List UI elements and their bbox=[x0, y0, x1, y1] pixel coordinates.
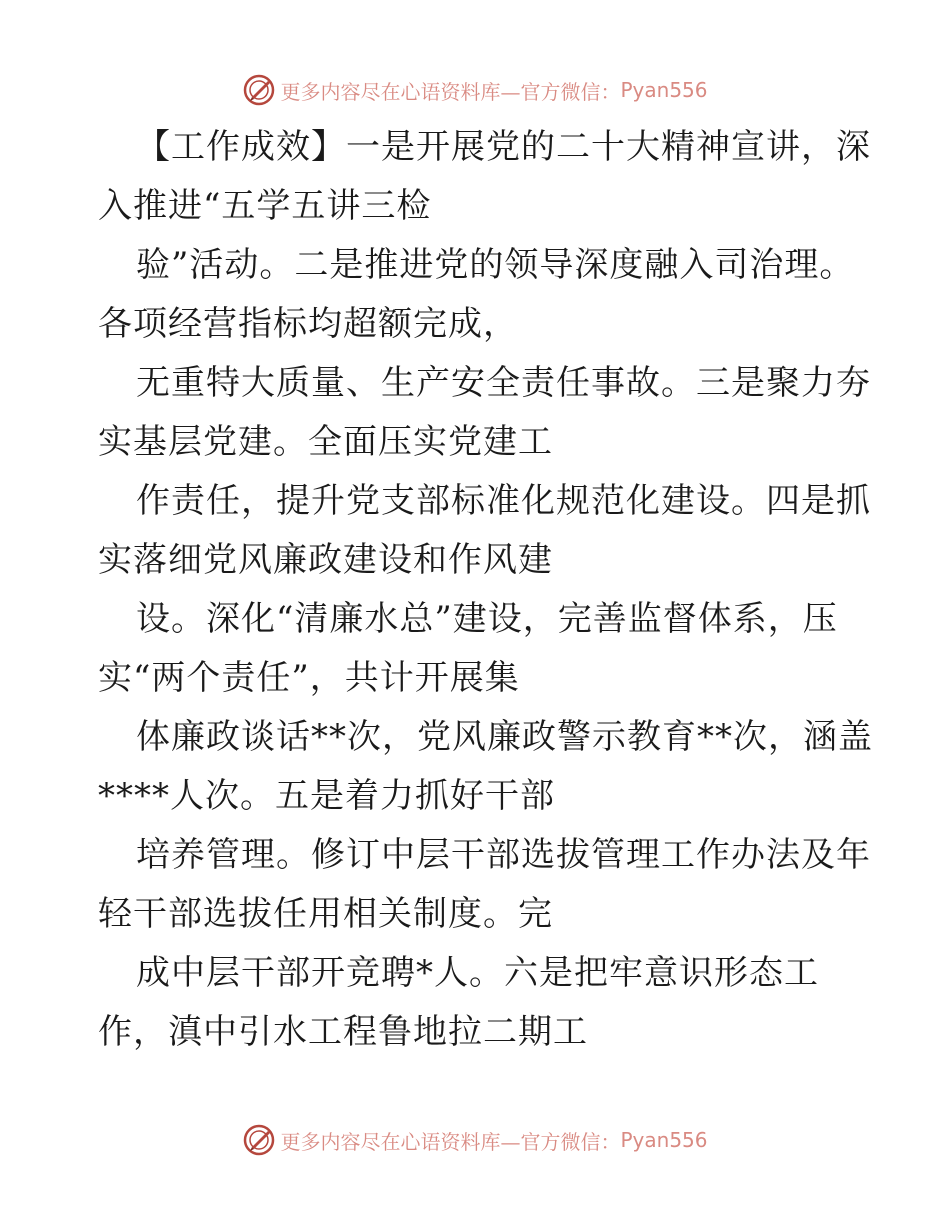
document-body bbox=[98, 118, 873, 1062]
watermark-text: 更多内容尽在心语资料库—官方微信： bbox=[280, 1129, 621, 1154]
watermark-text: 更多内容尽在心语资料库—官方微信： bbox=[280, 79, 621, 104]
watermark-wechat-id: Pyan556 bbox=[620, 78, 708, 102]
pen-logo-icon bbox=[242, 1123, 276, 1157]
watermark-footer bbox=[0, 1120, 950, 1160]
text-line: 实基层党建。全面压实党建工 bbox=[98, 422, 553, 462]
pen-logo-icon bbox=[242, 73, 276, 107]
text-line: 作，滇中引水工程鲁地拉二期工 bbox=[98, 1012, 588, 1052]
watermark-header bbox=[0, 70, 950, 110]
text-line: 设。深化“清廉水总”建设，完善监督体系，压 bbox=[136, 599, 838, 639]
text-line: 入推进“五学五讲三检 bbox=[98, 186, 432, 226]
text-line: 无重特大质量、生产安全责任事故。三是聚力夯 bbox=[136, 363, 871, 403]
text-line: 实落细党风廉政建设和作风建 bbox=[98, 540, 553, 580]
text-line: 实“两个责任”，共计开展集 bbox=[98, 658, 520, 698]
text-line: ****人次。五是着力抓好干部 bbox=[98, 776, 555, 816]
text-line: 成中层干部开竞聘*人。六是把牢意识形态工 bbox=[136, 953, 819, 993]
text-line: 各项经营指标均超额完成， bbox=[98, 304, 518, 344]
watermark-wechat-id: Pyan556 bbox=[620, 1128, 708, 1152]
text-line: 【工作成效】一是开展党的二十大精神宣讲，深 bbox=[136, 127, 871, 167]
text-line: 体廉政谈话**次，党风廉政警示教育**次，涵盖 bbox=[136, 717, 873, 757]
text-line: 作责任，提升党支部标准化规范化建设。四是抓 bbox=[136, 481, 871, 521]
text-line: 轻干部选拔任用相关制度。完 bbox=[98, 894, 553, 934]
text-line: 验”活动。二是推进党的领导深度融入司治理。 bbox=[136, 245, 855, 285]
text-line: 培养管理。修订中层干部选拔管理工作办法及年 bbox=[136, 835, 871, 875]
